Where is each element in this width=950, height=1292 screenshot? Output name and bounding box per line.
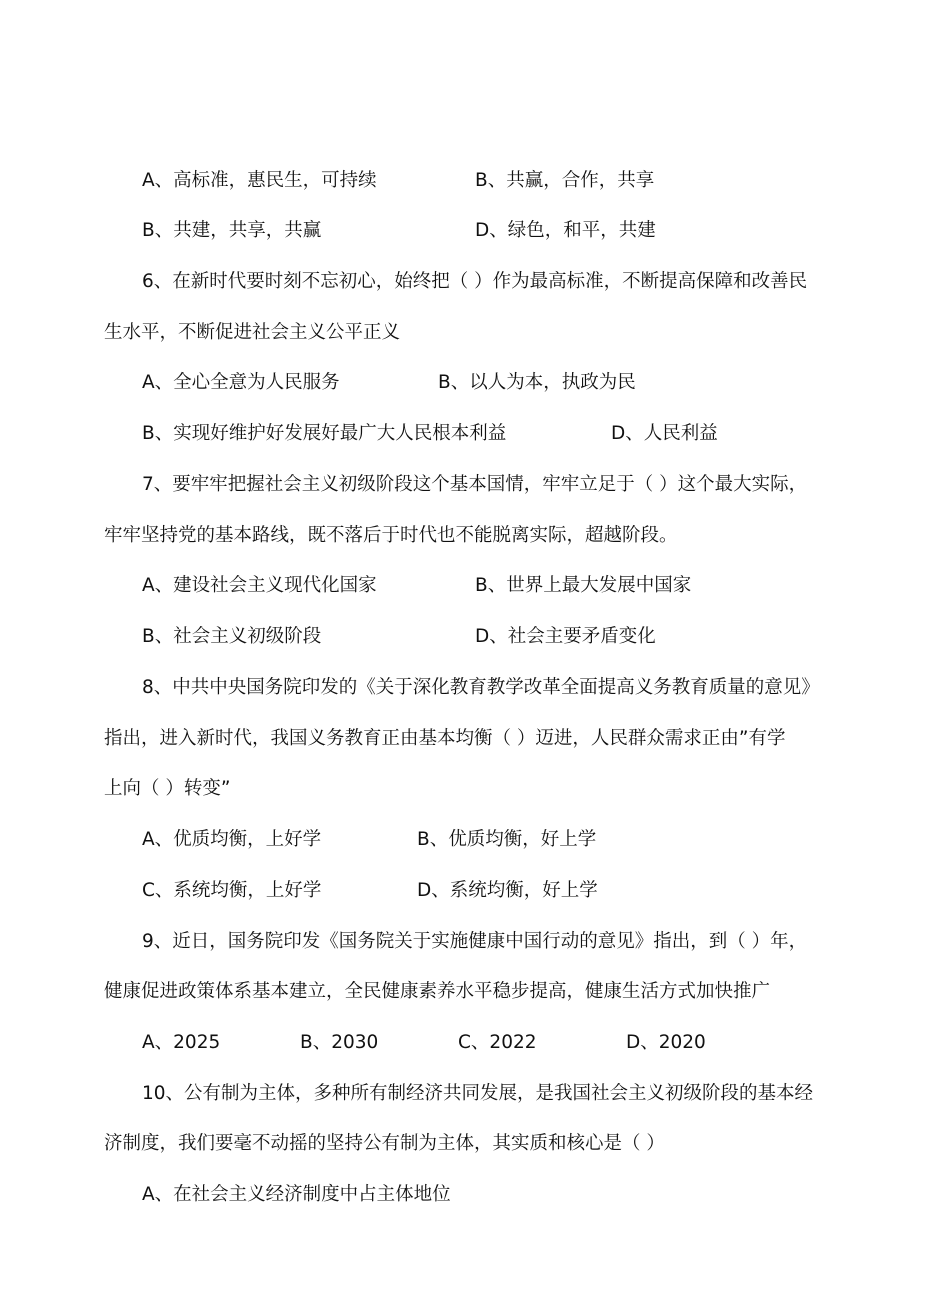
q5-option-a: A、高标准，惠民生，可持续 [142, 170, 377, 191]
q7-option-b1: B、世界上最大发展中国家 [475, 575, 692, 596]
q8-option-a: A、优质均衡，上好学 [142, 829, 322, 850]
q7-option-b2: B、社会主义初级阶段 [142, 626, 322, 647]
q7-option-a: A、建设社会主义现代化国家 [142, 575, 377, 596]
q8-stem-line2: 指出，进入新时代，我国义务教育正由基本均衡（ ）迈进，人民群众需求正由”有学 [104, 728, 786, 749]
q10-stem-line2: 济制度，我们要毫不动摇的坚持公有制为主体，其实质和核心是（ ） [104, 1133, 665, 1154]
q9-option-d: D、2020 [626, 1032, 706, 1053]
q7-stem-line1: 7、要牢牢把握社会主义初级阶段这个基本国情，牢牢立足于（ ）这个最大实际， [142, 474, 808, 495]
q6-option-b2: B、实现好维护好发展好最广大人民根本利益 [142, 423, 507, 444]
q6-option-a: A、全心全意为人民服务 [142, 372, 340, 393]
q9-stem-line1: 9、近日，国务院印发《国务院关于实施健康中国行动的意见》指出，到（ ）年， [142, 931, 808, 952]
q9-option-a: A、2025 [142, 1032, 221, 1053]
q6-option-d: D、人民利益 [611, 423, 718, 444]
q6-stem-line2: 生水平，不断促进社会主义公平正义 [104, 322, 401, 343]
q9-option-b: B、2030 [300, 1032, 379, 1053]
q8-stem-line3: 上向（ ）转变” [104, 778, 231, 799]
q6-stem-line1: 6、在新时代要时刻不忘初心，始终把（ ）作为最高标准，不断提高保障和改善民 [142, 271, 808, 292]
q9-option-c: C、2022 [458, 1032, 537, 1053]
q10-stem-line1: 10、公有制为主体，多种所有制经济共同发展，是我国社会主义初级阶段的基本经 [142, 1083, 814, 1104]
q7-option-d: D、社会主要矛盾变化 [475, 626, 656, 647]
q5-option-d: D、绿色，和平，共建 [475, 220, 656, 241]
q5-option-b1: B、共赢，合作，共享 [475, 170, 655, 191]
q5-option-b2: B、共建，共享，共赢 [142, 220, 322, 241]
q9-stem-line2: 健康促进政策体系基本建立，全民健康素养水平稳步提高，健康生活方式加快推广 [104, 981, 771, 1002]
q8-stem-line1: 8、中共中央国务院印发的《关于深化教育教学改革全面提高义务教育质量的意见》 [142, 677, 820, 698]
q7-stem-line2: 牢牢坚持党的基本路线，既不落后于时代也不能脱离实际，超越阶段。 [104, 525, 678, 546]
q8-option-c: C、系统均衡，上好学 [142, 880, 322, 901]
q8-option-d: D、系统均衡，好上学 [417, 880, 598, 901]
q10-option-a: A、在社会主义经济制度中占主体地位 [142, 1184, 451, 1205]
q8-option-b: B、优质均衡，好上学 [417, 829, 597, 850]
q6-option-b1: B、以人为本，执政为民 [438, 372, 636, 393]
